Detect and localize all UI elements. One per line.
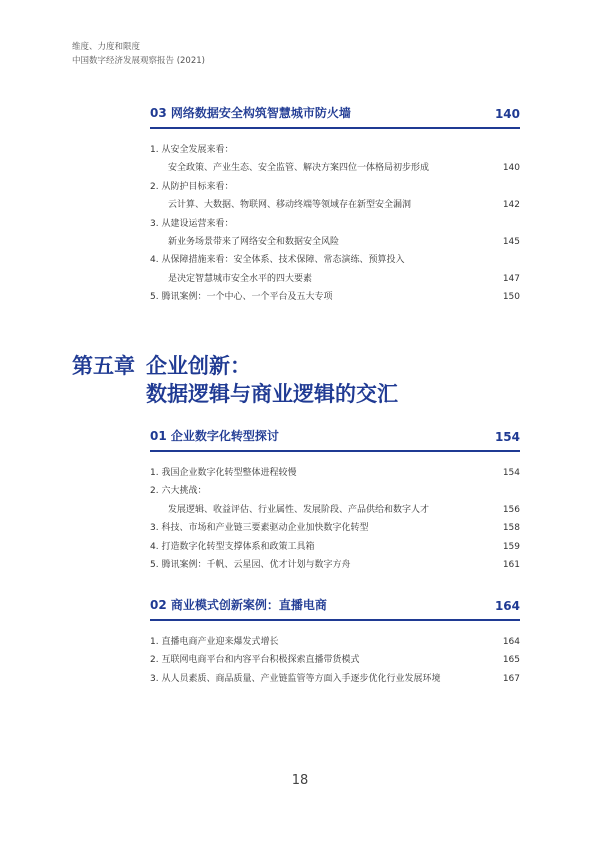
toc-entry-text: 2. 互联网电商平台和内容平台积极探索直播带货模式 (150, 655, 360, 666)
toc-entry[interactable] (150, 651, 520, 669)
running-header-title: 维度、力度和限度 (72, 42, 141, 52)
section-page: 164 (494, 599, 520, 613)
toc-entry-text: 2. 从防护目标来看： (150, 181, 234, 192)
toc-entry-page: 159 (502, 541, 520, 552)
toc-entry-text: 1. 直播电商产业迎来爆发式增长 (150, 637, 279, 647)
toc-entry[interactable] (150, 464, 520, 482)
page-number: 18 (291, 773, 309, 788)
section-heading[interactable] (150, 596, 520, 621)
section-title: 03 网络数据安全构筑智慧城市防火墙 (150, 106, 351, 120)
toc-entry-text: 1. 我国企业数字化转型整体进程较慢 (150, 468, 297, 478)
toc-entry[interactable] (150, 159, 520, 177)
toc-entry-text: 发展逻辑、收益评估、行业属性、发展阶段、产品供给和数字人才 (168, 504, 430, 515)
toc-entry-text: 4. 从保障措施来看：安全体系、技术保障、常态演练、预算投入 (150, 255, 405, 266)
toc-entry-page: 145 (502, 236, 520, 247)
toc-entry[interactable] (150, 633, 520, 651)
toc-entry-text: 3. 科技、市场和产业链三要素驱动企业加快数字化转型 (150, 523, 369, 534)
toc-entry-page: 147 (502, 273, 520, 284)
chapter-label: 第五章 (72, 354, 135, 378)
section-heading[interactable] (150, 427, 520, 452)
section-title: 02 商业模式创新案例：直播电商 (150, 598, 327, 612)
toc-entry-text: 3. 从建设运营来看： (150, 218, 234, 229)
toc-entry[interactable] (150, 519, 520, 537)
toc-entry-text: 3. 从人员素质、商品质量、产业链监管等方面入手逐步优化行业发展环境 (150, 673, 441, 684)
toc-entry-text: 1. 从安全发展来看： (150, 145, 234, 155)
chapter-title-line1: 企业创新： (146, 354, 251, 378)
toc-entry-page: 156 (502, 504, 520, 515)
chapter-title-line2: 数据逻辑与商业逻辑的交汇 (146, 382, 398, 406)
toc-entry-page: 154 (502, 468, 520, 478)
toc-entry-text: 安全政策、产业生态、安全监管、解决方案四位一体格局初步形成 (168, 163, 430, 174)
toc-entry-page: 140 (502, 163, 520, 174)
toc-entry[interactable] (150, 196, 520, 214)
running-header (72, 40, 205, 68)
section-heading[interactable] (150, 104, 520, 129)
toc-entry-text: 2. 六大挑战： (150, 486, 207, 497)
toc-section-live-commerce (150, 596, 520, 688)
toc-entry-page: 142 (502, 200, 520, 211)
toc-entry-page: 165 (502, 655, 520, 666)
toc-entry[interactable] (150, 538, 520, 556)
toc-section-network-security (150, 104, 520, 307)
toc-entry[interactable] (150, 556, 520, 574)
toc-entry-text: 云计算、大数据、物联网、移动终端等领域存在新型安全漏洞 (168, 200, 412, 211)
toc-entry-text: 5. 腾讯案例：千帆、云星园、优才计划与数字方舟 (150, 559, 351, 570)
toc-entry[interactable] (150, 233, 520, 251)
section-title: 01 企业数字化转型探讨 (150, 429, 279, 443)
toc-entry[interactable] (150, 251, 520, 269)
toc-entry-text: 是决定智慧城市安全水平的四大要素 (168, 273, 313, 284)
toc-entry-text: 新业务场景带来了网络安全和数据安全风险 (168, 236, 340, 247)
section-page: 154 (494, 430, 520, 444)
toc-entry-page: 164 (502, 637, 520, 647)
toc-entry-list (150, 633, 520, 688)
toc-entry-list (150, 141, 520, 307)
toc-entry-page: 161 (502, 559, 520, 570)
toc-entry[interactable] (150, 670, 520, 688)
running-header-subtitle: 中国数字经济发展观察报告 (2021) (72, 56, 205, 66)
toc-entry-page: 150 (502, 292, 520, 303)
toc-entry[interactable] (150, 288, 520, 306)
toc-section-digital-transformation (150, 427, 520, 574)
toc-entry[interactable] (150, 141, 520, 159)
toc-entry[interactable] (150, 178, 520, 196)
toc-entry-page: 167 (502, 673, 520, 684)
toc-entry[interactable] (150, 501, 520, 519)
toc-entry-text: 4. 打造数字化转型支撑体系和政策工具箱 (150, 541, 315, 552)
toc-entry-text: 5. 腾讯案例：一个中心、一个平台及五大专项 (150, 292, 333, 303)
toc-entry[interactable] (150, 482, 520, 500)
toc-entry-page: 158 (502, 523, 520, 534)
section-page: 140 (494, 107, 520, 121)
toc-entry[interactable] (150, 215, 520, 233)
toc-entry[interactable] (150, 270, 520, 288)
toc-entry-list (150, 464, 520, 574)
